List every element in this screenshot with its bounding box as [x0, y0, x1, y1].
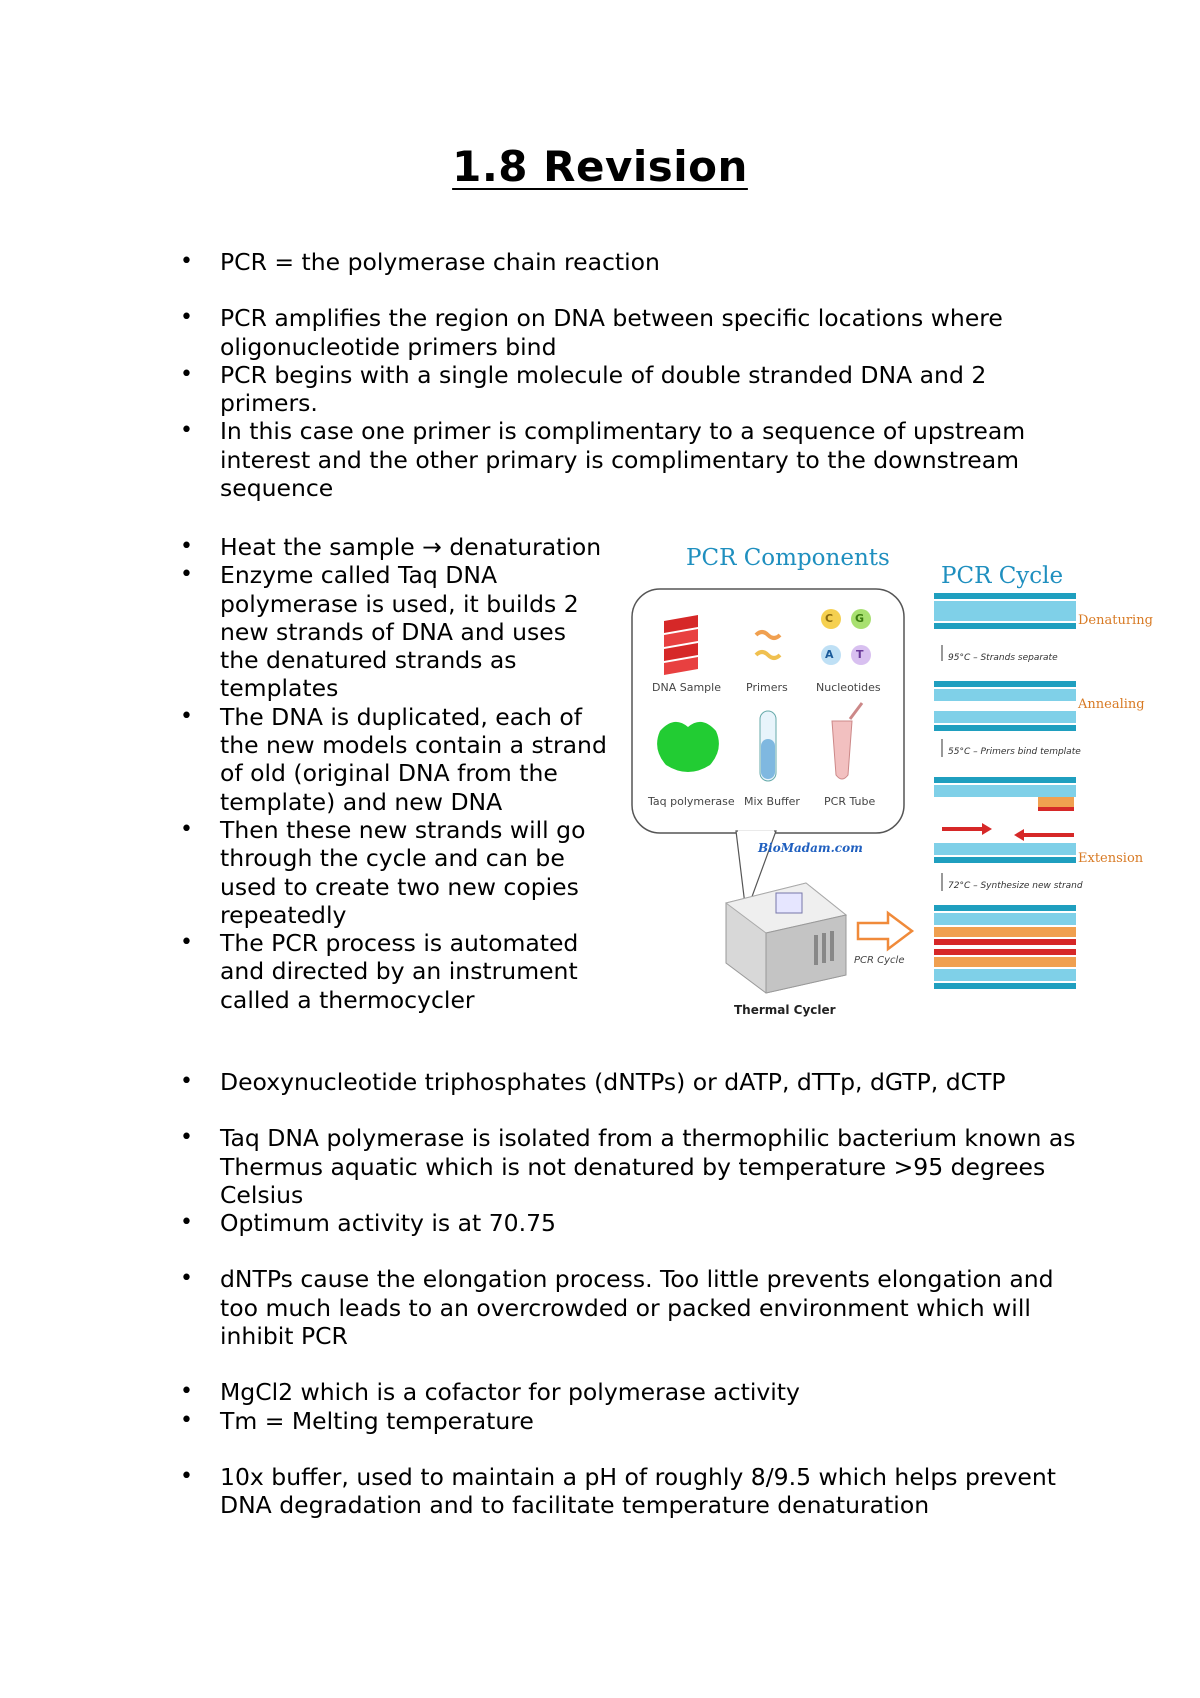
list-item: • Deoxynucleotide triphosphates (dNTPs) or dATP, dTTp, dGTP, dCTP — [220, 1068, 1080, 1096]
temp-extend: 72°C – Synthesize new strand — [948, 881, 1083, 891]
dna-sample-label: DNA Sample — [652, 681, 721, 694]
list-item: • PCR amplifies the region on DNA between specific locations where oligonucleotide primers bind — [220, 304, 1080, 361]
list-item: • Taq DNA polymerase is isolated from a thermophilic bacterium known as Thermus aquatic which is not denatured by temperature >95 degrees Celsius — [220, 1124, 1080, 1209]
list-item: • MgCl2 which is a cofactor for polymerase activity — [220, 1378, 1080, 1406]
pcr-tube-label: PCR Tube — [824, 795, 876, 808]
nucleotide-c: C — [825, 612, 834, 625]
nucleotides-label: Nucleotides — [816, 681, 881, 694]
cycle-title: PCR Cycle — [941, 563, 1064, 589]
nucleotide-t: T — [856, 648, 864, 661]
list-item: • dNTPs cause the elongation process. Too little prevents elongation and too much leads to an overcrowded or packed environment which will inhibit PCR — [220, 1265, 1080, 1350]
components-title: PCR Components — [686, 545, 890, 571]
pcr-figure — [626, 543, 1153, 1028]
step-denaturing: Denaturing — [1078, 613, 1153, 628]
list-item: • PCR begins with a single molecule of double stranded DNA and 2 primers. — [220, 361, 1080, 418]
page-title: 1.8 Revision — [452, 142, 748, 191]
bullet-list-reagents — [220, 1068, 1080, 1520]
list-item: • Optimum activity is at 70.75 — [220, 1209, 1080, 1237]
list-item: • Heat the sample → denaturation — [220, 533, 610, 561]
nucleotide-a: A — [825, 648, 834, 661]
list-item: • PCR = the polymerase chain reaction — [220, 248, 1080, 276]
temp-denature: 95°C – Strands separate — [948, 653, 1058, 663]
primers-label: Primers — [746, 681, 788, 694]
temp-anneal: 55°C – Primers bind template — [948, 747, 1081, 757]
list-item: • In this case one primer is complimentary to a sequence of upstream interest and the other primary is complimentary to the downstream sequence — [220, 417, 1080, 502]
bullet-list-process — [220, 533, 610, 1014]
step-annealing: Annealing — [1078, 697, 1145, 712]
list-item: • Then these new strands will go through the cycle and can be used to create two new copies repeatedly — [220, 816, 610, 929]
list-item: • The DNA is duplicated, each of the new models contain a strand of old (original DNA from the template) and new DNA — [220, 703, 610, 816]
biomadam-credit: BioMadam.com — [758, 841, 863, 855]
step-extension: Extension — [1078, 851, 1144, 866]
mix-buffer-icon — [760, 711, 776, 781]
taq-label: Taq polymerase — [648, 795, 735, 808]
list-item: • The PCR process is automated and directed by an instrument called a thermocycler — [220, 929, 610, 1014]
list-item: • Enzyme called Taq DNA polymerase is used, it builds 2 new strands of DNA and uses the denatured strands as templates — [220, 561, 610, 702]
pcr-cycle-arrow-label: PCR Cycle — [854, 955, 905, 966]
list-item: • 10x buffer, used to maintain a pH of roughly 8/9.5 which helps prevent DNA degradation and to facilitate temperature denaturation — [220, 1463, 1080, 1520]
bullet-list-intro — [220, 248, 1080, 502]
taq-polymerase-icon — [657, 722, 719, 772]
mix-buffer-label: Mix Buffer — [744, 795, 800, 808]
thermal-cycler-icon — [726, 883, 846, 993]
cycle-arrow-icon — [858, 913, 912, 949]
thermal-cycler-label: Thermal Cycler — [734, 1003, 836, 1017]
nucleotide-g: G — [855, 612, 865, 625]
list-item: • Tm = Melting temperature — [220, 1407, 1080, 1435]
